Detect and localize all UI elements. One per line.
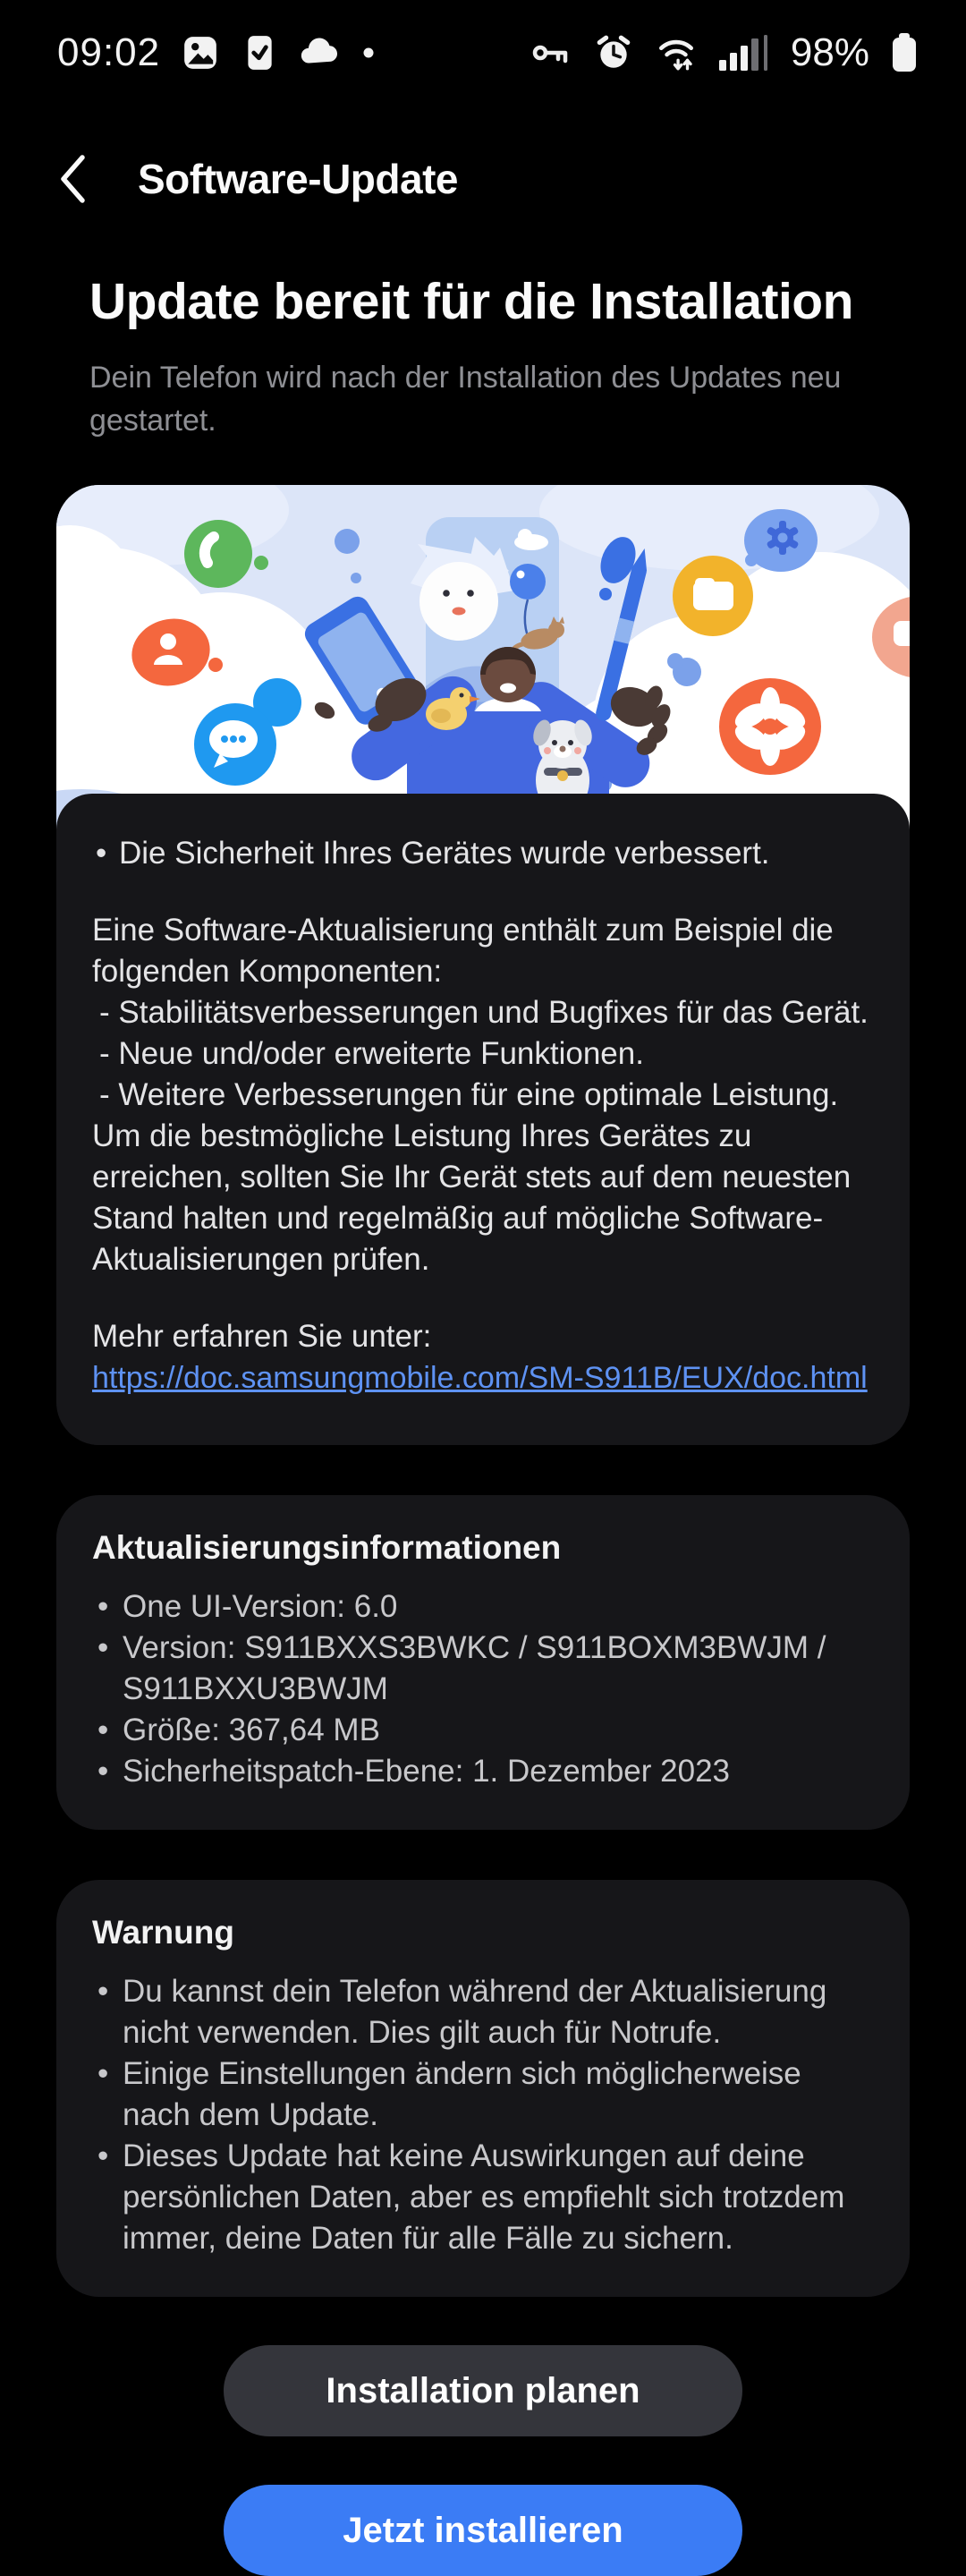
- warning-item-settings: • Einige Einstellungen ändern sich möglicherweise nach dem Update.: [92, 2053, 874, 2136]
- page-subtitle: Dein Telefon wird nach der Installation des Updates neu gestartet.: [89, 361, 842, 438]
- component-item: - Weitere Verbesserungen für eine optimale Leistung.: [99, 1077, 839, 1112]
- gallery-icon: [182, 34, 219, 72]
- update-info-card: [56, 1495, 910, 1830]
- smile: [500, 684, 516, 693]
- component-item: - Stabilitätsverbesserungen und Bugfixes für das Gerät.: [99, 995, 869, 1030]
- warning-card-title: Warnung: [92, 1914, 234, 1951]
- doc-link[interactable]: https://doc.samsungmobile.com/SM-S911B/EUX/doc.html: [92, 1361, 868, 1395]
- warning-card: [56, 1880, 910, 2297]
- warning-list: [92, 1971, 874, 2259]
- key-icon: [531, 34, 572, 72]
- flower-icon-blob: [719, 678, 821, 775]
- gear-icon-blob: [744, 509, 818, 572]
- folder-icon-blob: [673, 556, 753, 636]
- info-item-version: • Version: S911BXXS3BWKC / S911BOXM3BWJM / S911BXXU3BWJM: [92, 1628, 874, 1710]
- info-list: [92, 1586, 874, 1792]
- component-item: - Neue und/oder erweiterte Funktionen.: [99, 1036, 644, 1071]
- alarm-icon: [594, 34, 633, 72]
- info-item-patch: • Sicherheitspatch-Ebene: 1. Dezember 2023: [92, 1751, 874, 1792]
- warning-item-usage: • Du kannst dein Telefon während der Aktualisierung nicht verwenden. Dies gilt auch für Notrufe.: [92, 1971, 874, 2053]
- info-item-size: • Größe: 367,64 MB: [92, 1710, 874, 1751]
- update-description-panel: [56, 794, 910, 1445]
- update-illustration: [56, 485, 910, 829]
- action-buttons: [0, 2345, 966, 2576]
- status-bar-right: [531, 30, 918, 75]
- more-info-label: Mehr erfahren Sie unter:: [92, 1319, 432, 1354]
- info-item-oneui: • One UI-Version: 6.0: [92, 1586, 874, 1628]
- status-bar: [0, 0, 966, 86]
- update-advice: Um die bestmögliche Leistung Ihres Gerätes zu erreichen, sollten Sie Ihr Gerät stets auf dem neuesten Stand halten und regelmäßig auf mögliche Software-Aktualisierungen prüfen.: [92, 1118, 852, 1277]
- overflow-dot: [362, 47, 375, 59]
- signal-icon: [719, 33, 769, 72]
- back-button[interactable]: [55, 148, 113, 210]
- warning-item-data: • Dieses Update hat keine Auswirkungen auf deine persönlichen Daten, aber es empfiehlt sich trotzdem immer, deine Daten für alle Fälle zu sichern.: [92, 2136, 874, 2259]
- page-title: Update bereit für die Installation: [89, 273, 853, 330]
- schedule-install-button[interactable]: Installation planen: [224, 2345, 742, 2436]
- info-card-title: Aktualisierungsinformationen: [92, 1529, 562, 1566]
- clock-text: 09:02: [57, 30, 161, 74]
- back-chevron-icon: [55, 150, 89, 208]
- update-intro: Eine Software-Aktualisierung enthält zum Beispiel die folgenden Komponenten:: [92, 913, 834, 989]
- update-details-card: [56, 485, 910, 1445]
- battery-percent-text: 98%: [790, 30, 869, 74]
- status-bar-left: [57, 30, 375, 75]
- battery-icon: [891, 32, 918, 73]
- install-now-button[interactable]: Jetzt installieren: [224, 2485, 742, 2576]
- checklist-icon: [241, 34, 278, 72]
- app-header: [0, 138, 966, 220]
- security-improved-note: • Die Sicherheit Ihres Gerätes wurde verbessert.: [92, 833, 874, 874]
- cloud-icon: [300, 34, 341, 72]
- wifi-icon: [655, 33, 698, 72]
- page-header-title: Software-Update: [138, 156, 458, 202]
